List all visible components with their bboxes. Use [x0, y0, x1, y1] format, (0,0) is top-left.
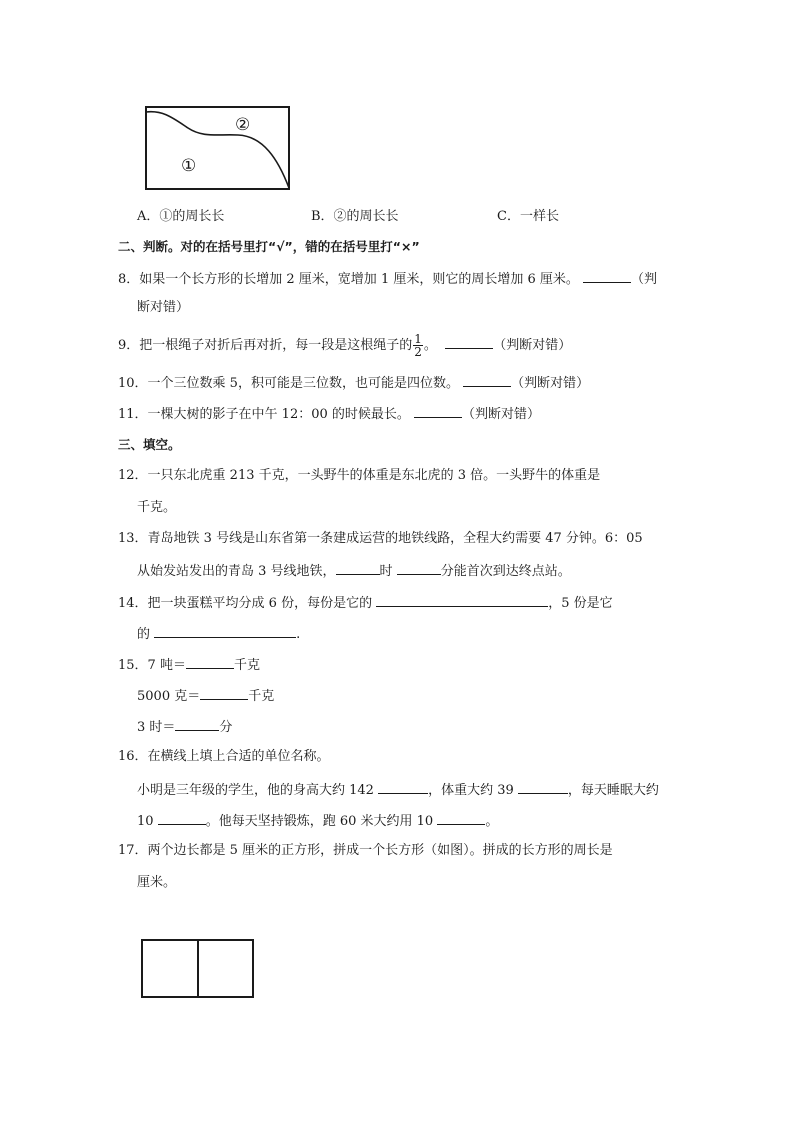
answer-blank-q13-hour[interactable] [336, 560, 380, 575]
answer-blank-q16-weight[interactable] [518, 779, 568, 794]
square-right [198, 940, 253, 997]
question-16-sleep-value: 10 [137, 814, 154, 829]
question-15-a-unit: 千克 [233, 658, 260, 673]
question-15-a-text: 15．7 吨＝ [118, 658, 186, 673]
answer-blank-q16-sleep[interactable] [158, 810, 206, 825]
question-11-tail: （判断对错） [462, 407, 541, 422]
answer-blank-q13-minute[interactable] [397, 560, 441, 575]
question-15-c-unit: 分 [219, 720, 233, 735]
question-13-tail: 分能首次到达终点站。 [440, 564, 571, 579]
question-9-period: 。 [423, 338, 437, 353]
question-10 [118, 372, 589, 394]
question-14-end: . [296, 627, 301, 642]
question-15-b-text: 5000 克＝ [137, 689, 201, 704]
question-14-cont [137, 623, 300, 645]
answer-blank-q15-b[interactable] [200, 685, 248, 700]
square-left [142, 940, 198, 997]
question-15-b-unit: 千克 [248, 689, 275, 704]
question-15-c-text: 3 时＝ [137, 720, 176, 735]
answer-blank-q15-a[interactable] [186, 654, 234, 669]
answer-blank-q8[interactable] [583, 268, 631, 283]
question-11 [118, 403, 540, 425]
question-16-line2 [137, 810, 498, 832]
figure-rectangle-curve [143, 104, 293, 192]
answer-blank-q10[interactable] [463, 372, 511, 387]
question-16-weight: ，体重大约 39 [428, 783, 514, 798]
option-c: C．一样长 [497, 209, 559, 224]
question-8-tail: （判 [631, 272, 658, 287]
option-b: B．②的周长长 [311, 209, 399, 224]
question-16-line1 [137, 779, 659, 801]
answer-blank-q15-c[interactable] [175, 716, 219, 731]
question-16-sleep: ，每天睡眠大约 [567, 783, 659, 798]
figure-outer-rectangle [146, 107, 289, 189]
question-17: 17．两个边长都是 5 厘米的正方形，拼成一个长方形（如图）。拼成的长方形的周长是 [118, 843, 613, 858]
question-16: 16．在横线上填上合适的单位名称。 [118, 749, 330, 764]
question-16-end: 。 [485, 814, 499, 829]
section-3-heading: 三、填空。 [118, 437, 181, 452]
fraction-denominator: 2 [414, 345, 422, 359]
question-14-cont-text: 的 [137, 627, 151, 642]
question-9-tail: （判断对错） [493, 338, 572, 353]
question-12: 12．一只东北虎重 213 千克，一头野牛的体重是东北虎的 3 倍。一头野牛的体重是 [118, 468, 601, 483]
question-10-tail: （判断对错） [511, 376, 590, 391]
question-10-text: 10．一个三位数乘 5，积可能是三位数，也可能是四位数。 [118, 376, 459, 391]
answer-blank-q14-a[interactable] [376, 592, 548, 607]
question-12-cont: 千克。 [137, 500, 177, 515]
question-15-c [137, 716, 232, 738]
question-15-a [118, 654, 260, 676]
question-17-cont: 厘米。 [137, 875, 177, 890]
answer-blank-q16-height[interactable] [378, 779, 428, 794]
answer-blank-q16-run[interactable] [437, 810, 485, 825]
question-11-text: 11．一棵大树的影子在中午 12：00 的时候最长。 [118, 407, 410, 422]
answer-blank-q11[interactable] [414, 403, 462, 418]
question-8-text: 8．如果一个长方形的长增加 2 厘米，宽增加 1 厘米，则它的周长增加 6 厘米。 [118, 272, 579, 287]
question-14-mid: ，5 份是它 [548, 596, 613, 611]
question-8-cont: 断对错） [137, 300, 190, 315]
figure-two-squares [140, 938, 256, 1000]
question-14-text: 14．把一块蛋糕平均分成 6 份，每份是它的 [118, 596, 373, 611]
question-8 [118, 268, 657, 290]
question-9 [118, 333, 571, 358]
question-13-cont [137, 560, 571, 582]
question-15-b [137, 685, 274, 707]
question-16-height: 小明是三年级的学生，他的身高大约 142 [137, 783, 374, 798]
option-a: A．①的周长长 [137, 209, 225, 224]
answer-blank-q9[interactable] [445, 334, 493, 349]
figure-dividing-curve [146, 112, 289, 188]
fraction-one-half [413, 333, 423, 358]
fraction-numerator: 1 [414, 332, 422, 346]
question-14 [118, 592, 613, 614]
answer-blank-q14-b[interactable] [154, 623, 296, 638]
question-13-hour-label: 时 [379, 564, 393, 579]
question-13: 13．青岛地铁 3 号线是山东省第一条建成运营的地铁线路，全程大约需要 47 分钟。6：05 [118, 531, 643, 546]
question-16-run: 。他每天坚持锻炼，跑 60 米大约用 10 [205, 814, 434, 829]
section-2-heading: 二、判断。对的在括号里打“√”，错的在括号里打“×” [118, 239, 420, 254]
question-13-text: 从始发站发出的青岛 3 号线地铁， [137, 564, 336, 579]
region-2-label: ② [235, 115, 251, 135]
region-1-label: ① [181, 156, 197, 176]
question-9-text: 9．把一根绳子对折后再对折，每一段是这根绳子的 [118, 338, 413, 353]
